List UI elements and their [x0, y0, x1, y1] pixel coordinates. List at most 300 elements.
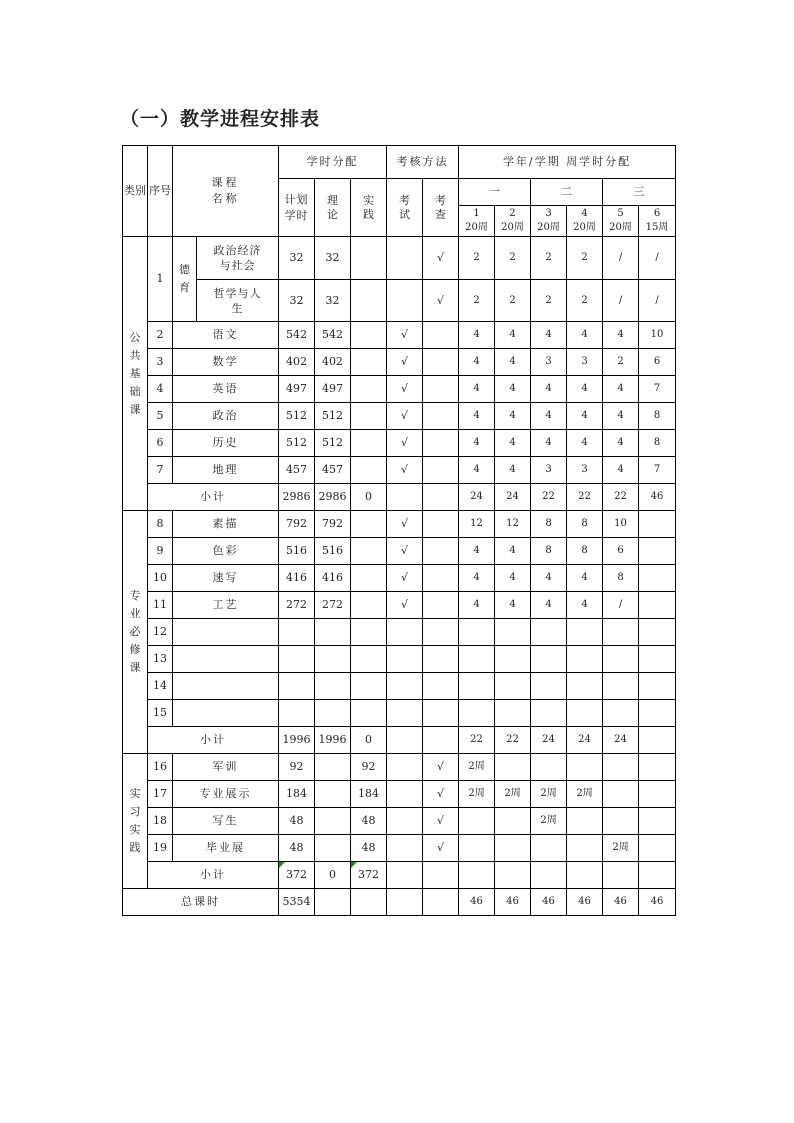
cell-exam: √: [387, 430, 423, 457]
cell-semester-2: 46: [495, 889, 531, 916]
row-number: 8: [148, 511, 173, 538]
category-public: [123, 237, 148, 511]
row-number: 1: [148, 237, 173, 322]
cell-exam: √: [387, 376, 423, 403]
cell-semester-5: [603, 808, 639, 835]
cell-exam: [387, 673, 423, 700]
cell-check: √: [423, 835, 459, 862]
header-course-name: [173, 146, 279, 237]
cell-semester-4: 3: [567, 457, 603, 484]
cell-semester-3: 2: [531, 237, 567, 280]
cell-theory: 457: [315, 457, 351, 484]
cell-theory: [315, 700, 351, 727]
cell-semester-4: [567, 862, 603, 889]
semester-number: 4: [581, 208, 588, 219]
cell-planned: 272: [279, 592, 315, 619]
cell-semester-4: 4: [567, 592, 603, 619]
cell-semester-1: 4: [459, 457, 495, 484]
cell-semester-4: [567, 673, 603, 700]
cell-practice: [351, 280, 387, 322]
header-practice: [351, 179, 387, 237]
cell-exam: √: [387, 511, 423, 538]
moral-group-label: 德育: [179, 263, 190, 294]
cell-semester-3: 4: [531, 430, 567, 457]
cell-practice: [351, 889, 387, 916]
cell-semester-6: 6: [639, 349, 676, 376]
cell-semester-4: 4: [567, 403, 603, 430]
cell-check: [423, 322, 459, 349]
cell-check: [423, 619, 459, 646]
cell-semester-2: 4: [495, 376, 531, 403]
cell-practice: [351, 457, 387, 484]
cell-semester-2: [495, 808, 531, 835]
page-title: （一）教学进程安排表: [120, 108, 321, 130]
cell-semester-2: 4: [495, 322, 531, 349]
cell-semester-5: 2周: [603, 835, 639, 862]
table-row: [123, 349, 676, 376]
subtotal-label: 小计: [148, 727, 279, 754]
cell-semester-2: 4: [495, 430, 531, 457]
cell-semester-1: [459, 808, 495, 835]
cell-semester-3: [531, 673, 567, 700]
course-name: 军训: [173, 754, 279, 781]
header-semester-6: [639, 206, 676, 237]
semester-weeks: 20周: [465, 222, 488, 233]
table-row: [123, 430, 676, 457]
cell-semester-5: 4: [603, 430, 639, 457]
table-row: [123, 322, 676, 349]
cell-semester-1: 24: [459, 484, 495, 511]
subtotal-row: [123, 862, 676, 889]
semester-number: 6: [653, 208, 661, 219]
header-theory: [315, 179, 351, 237]
course-name: [173, 646, 279, 673]
table-row: [123, 565, 676, 592]
row-number: 17: [148, 781, 173, 808]
cell-semester-2: [495, 700, 531, 727]
header-exam-text: 考试: [399, 193, 411, 221]
cell-semester-3: 2: [531, 280, 567, 322]
cell-planned: [279, 619, 315, 646]
cell-semester-5: [603, 673, 639, 700]
cell-semester-6: [639, 538, 676, 565]
semester-number: 3: [545, 208, 552, 219]
cell-semester-1: 2: [459, 280, 495, 322]
cell-semester-3: 3: [531, 457, 567, 484]
cell-semester-3: 4: [531, 376, 567, 403]
cell-exam: [387, 280, 423, 322]
cell-theory: 792: [315, 511, 351, 538]
cell-semester-1: 4: [459, 403, 495, 430]
cell-practice: [351, 322, 387, 349]
cell-check: [423, 727, 459, 754]
cell-semester-6: [639, 835, 676, 862]
cell-semester-5: /: [603, 592, 639, 619]
cell-semester-2: 4: [495, 538, 531, 565]
cell-check: √: [423, 781, 459, 808]
cell-semester-5: 22: [603, 484, 639, 511]
cell-semester-3: 4: [531, 322, 567, 349]
header-category: 类别: [123, 146, 148, 237]
cell-exam: √: [387, 349, 423, 376]
cell-exam: √: [387, 538, 423, 565]
row-number: 12: [148, 619, 173, 646]
cell-semester-4: [567, 808, 603, 835]
cell-semester-3: 22: [531, 484, 567, 511]
course-name-text: 政治经济与社会: [213, 244, 262, 272]
cell-practice: [351, 511, 387, 538]
table-row: [123, 619, 676, 646]
cell-practice: [351, 700, 387, 727]
cell-planned: 542: [279, 322, 315, 349]
cell-semester-5: 4: [603, 457, 639, 484]
cell-semester-6: 7: [639, 457, 676, 484]
cell-semester-2: 2周: [495, 781, 531, 808]
cell-practice: 48: [351, 808, 387, 835]
cell-semester-2: 2: [495, 237, 531, 280]
cell-theory: 1996: [315, 727, 351, 754]
cell-practice: [351, 592, 387, 619]
header-year-2: 二: [531, 179, 603, 206]
cell-practice: 372: [351, 862, 387, 889]
cell-exam: [387, 835, 423, 862]
cell-check: [423, 700, 459, 727]
cell-semester-1: [459, 619, 495, 646]
row-number: 4: [148, 376, 173, 403]
cell-planned: 512: [279, 403, 315, 430]
cell-semester-6: [639, 808, 676, 835]
cell-semester-6: 46: [639, 484, 676, 511]
cell-theory: 516: [315, 538, 351, 565]
cell-semester-1: [459, 835, 495, 862]
cell-theory: [315, 646, 351, 673]
cell-planned: 497: [279, 376, 315, 403]
semester-number: 5: [617, 208, 624, 219]
cell-theory: 542: [315, 322, 351, 349]
cell-semester-3: 46: [531, 889, 567, 916]
cell-practice: 0: [351, 727, 387, 754]
cell-theory: 272: [315, 592, 351, 619]
semester-weeks: 20周: [501, 222, 524, 233]
cell-practice: [351, 673, 387, 700]
header-exam-group: 考核方法: [387, 146, 459, 179]
cell-planned: 184: [279, 781, 315, 808]
cell-semester-1: 4: [459, 538, 495, 565]
row-number: 3: [148, 349, 173, 376]
header-theory-text: 理论: [327, 193, 338, 221]
cell-semester-2: 2: [495, 280, 531, 322]
row-number: 7: [148, 457, 173, 484]
row-number: 9: [148, 538, 173, 565]
cell-semester-3: 2周: [531, 781, 567, 808]
course-name: [173, 700, 279, 727]
cell-semester-6: 8: [639, 403, 676, 430]
cell-semester-1: 2周: [459, 781, 495, 808]
cell-semester-4: 46: [567, 889, 603, 916]
cell-planned: 5354: [279, 889, 315, 916]
cell-theory: 416: [315, 565, 351, 592]
cell-semester-3: 3: [531, 349, 567, 376]
table-row: [123, 376, 676, 403]
cell-planned: [279, 646, 315, 673]
cell-semester-3: [531, 646, 567, 673]
course-name: 毕业展: [173, 835, 279, 862]
cell-semester-6: [639, 727, 676, 754]
table-row: [123, 646, 676, 673]
cell-exam: [387, 889, 423, 916]
cell-check: [423, 646, 459, 673]
table-row: [123, 808, 676, 835]
cell-semester-4: [567, 835, 603, 862]
cell-planned: 48: [279, 835, 315, 862]
table-row: [123, 403, 676, 430]
cell-semester-5: [603, 646, 639, 673]
cell-theory: 32: [315, 237, 351, 280]
schedule-body: [123, 146, 676, 916]
row-number: 10: [148, 565, 173, 592]
cell-semester-5: [603, 754, 639, 781]
cell-semester-6: /: [639, 280, 676, 322]
table-row: [123, 700, 676, 727]
cell-semester-6: 10: [639, 322, 676, 349]
moral-group: [173, 237, 197, 322]
cell-practice: [351, 349, 387, 376]
cell-check: [423, 403, 459, 430]
subtotal-row: [123, 484, 676, 511]
cell-theory: [315, 673, 351, 700]
cell-semester-4: 4: [567, 565, 603, 592]
cell-semester-1: 4: [459, 349, 495, 376]
cell-semester-2: [495, 835, 531, 862]
cell-semester-3: 8: [531, 538, 567, 565]
cell-semester-5: [603, 781, 639, 808]
row-number: 11: [148, 592, 173, 619]
table-row: [123, 237, 676, 280]
cell-planned: 1996: [279, 727, 315, 754]
course-name: [173, 619, 279, 646]
cell-semester-1: [459, 646, 495, 673]
cell-semester-2: 24: [495, 484, 531, 511]
cell-semester-3: [531, 835, 567, 862]
cell-semester-3: [531, 754, 567, 781]
table-row: [123, 511, 676, 538]
course-name: 语文: [173, 322, 279, 349]
course-name: 写生: [173, 808, 279, 835]
header-course-name-text: 课程名称: [211, 176, 240, 205]
cell-semester-6: [639, 781, 676, 808]
row-number: 2: [148, 322, 173, 349]
table-row: [123, 592, 676, 619]
cell-planned: 516: [279, 538, 315, 565]
cell-semester-2: [495, 673, 531, 700]
cell-planned: 372: [279, 862, 315, 889]
cell-check: [423, 349, 459, 376]
cell-semester-6: [639, 754, 676, 781]
course-name: 历史: [173, 430, 279, 457]
cell-semester-3: 24: [531, 727, 567, 754]
cell-check: [423, 511, 459, 538]
cell-practice: 0: [351, 484, 387, 511]
cell-theory: 497: [315, 376, 351, 403]
cell-semester-5: 2: [603, 349, 639, 376]
course-name: 工艺: [173, 592, 279, 619]
cell-semester-2: 22: [495, 727, 531, 754]
cell-check: [423, 484, 459, 511]
cell-semester-5: 6: [603, 538, 639, 565]
cell-exam: √: [387, 322, 423, 349]
cell-semester-5: 10: [603, 511, 639, 538]
cell-semester-6: 46: [639, 889, 676, 916]
cell-semester-2: [495, 619, 531, 646]
cell-semester-2: [495, 754, 531, 781]
cell-semester-2: 4: [495, 403, 531, 430]
cell-practice: [351, 403, 387, 430]
table-row: [123, 280, 676, 322]
cell-semester-2: [495, 862, 531, 889]
category-internship-label: 实习实践: [129, 787, 141, 854]
cell-semester-3: 4: [531, 565, 567, 592]
cell-semester-1: 2: [459, 237, 495, 280]
header-weekly-group: 学年/学期 周学时分配: [459, 146, 676, 179]
cell-theory: [315, 781, 351, 808]
cell-exam: [387, 862, 423, 889]
cell-theory: [315, 835, 351, 862]
cell-semester-6: [639, 565, 676, 592]
cell-semester-6: 8: [639, 430, 676, 457]
cell-planned: 32: [279, 237, 315, 280]
cell-practice: [351, 565, 387, 592]
cell-semester-5: 4: [603, 322, 639, 349]
total-label: 总课时: [123, 889, 279, 916]
cell-practice: [351, 538, 387, 565]
cell-check: [423, 889, 459, 916]
cell-planned: 48: [279, 808, 315, 835]
cell-practice: 48: [351, 835, 387, 862]
cell-theory: 32: [315, 280, 351, 322]
header-semester-5: [603, 206, 639, 237]
cell-exam: [387, 237, 423, 280]
cell-theory: 512: [315, 403, 351, 430]
cell-practice: [351, 646, 387, 673]
cell-semester-4: 8: [567, 538, 603, 565]
cell-semester-4: 2: [567, 237, 603, 280]
cell-theory: 0: [315, 862, 351, 889]
cell-semester-1: 4: [459, 565, 495, 592]
table-row: [123, 781, 676, 808]
cell-practice: [351, 237, 387, 280]
header-year-1: 一: [459, 179, 531, 206]
cell-exam: √: [387, 592, 423, 619]
course-name: 色彩: [173, 538, 279, 565]
header-semester-2: [495, 206, 531, 237]
cell-exam: √: [387, 403, 423, 430]
cell-semester-3: 4: [531, 403, 567, 430]
cell-semester-1: 2周: [459, 754, 495, 781]
cell-exam: √: [387, 565, 423, 592]
table-row: [123, 673, 676, 700]
cell-semester-5: [603, 862, 639, 889]
cell-semester-1: [459, 673, 495, 700]
cell-exam: [387, 700, 423, 727]
cell-semester-6: [639, 646, 676, 673]
cell-semester-5: [603, 700, 639, 727]
category-internship: [123, 754, 148, 889]
course-name: 速写: [173, 565, 279, 592]
cell-practice: 184: [351, 781, 387, 808]
cell-semester-4: 2周: [567, 781, 603, 808]
course-name: [197, 237, 279, 280]
cell-theory: [315, 619, 351, 646]
course-name: 素描: [173, 511, 279, 538]
cell-check: √: [423, 280, 459, 322]
cell-semester-6: [639, 619, 676, 646]
semester-number: 2: [509, 208, 516, 219]
cell-semester-5: 8: [603, 565, 639, 592]
cell-check: [423, 673, 459, 700]
cell-planned: [279, 700, 315, 727]
course-name: 英语: [173, 376, 279, 403]
header-semester-3: [531, 206, 567, 237]
cell-planned: [279, 673, 315, 700]
subtotal-row: [123, 727, 676, 754]
cell-semester-6: [639, 511, 676, 538]
cell-theory: 2986: [315, 484, 351, 511]
cell-theory: 402: [315, 349, 351, 376]
cell-semester-4: 4: [567, 376, 603, 403]
cell-semester-4: [567, 754, 603, 781]
cell-semester-5: [603, 619, 639, 646]
cell-semester-1: 4: [459, 430, 495, 457]
category-public-label: 公共基础课: [129, 330, 141, 416]
semester-weeks: 20周: [537, 222, 560, 233]
cell-exam: [387, 727, 423, 754]
cell-planned: 32: [279, 280, 315, 322]
cell-planned: 457: [279, 457, 315, 484]
subtotal-label: 小计: [148, 862, 279, 889]
table-row: [123, 538, 676, 565]
cell-exam: √: [387, 457, 423, 484]
cell-semester-2: 4: [495, 565, 531, 592]
course-name: [197, 280, 279, 322]
cell-practice: [351, 619, 387, 646]
cell-check: [423, 430, 459, 457]
category-major: [123, 511, 148, 754]
cell-semester-1: 4: [459, 592, 495, 619]
cell-semester-6: [639, 862, 676, 889]
cell-practice: 92: [351, 754, 387, 781]
cell-semester-5: 4: [603, 376, 639, 403]
course-name: [173, 673, 279, 700]
cell-practice: [351, 430, 387, 457]
header-semester-1: [459, 206, 495, 237]
row-number: 15: [148, 700, 173, 727]
row-number: 5: [148, 403, 173, 430]
cell-semester-1: 46: [459, 889, 495, 916]
cell-semester-1: 22: [459, 727, 495, 754]
cell-semester-2: 4: [495, 592, 531, 619]
cell-planned: 402: [279, 349, 315, 376]
cell-semester-1: [459, 862, 495, 889]
cell-semester-4: 3: [567, 349, 603, 376]
cell-semester-4: 8: [567, 511, 603, 538]
cell-planned: 792: [279, 511, 315, 538]
header-exam: [387, 179, 423, 237]
cell-semester-6: [639, 673, 676, 700]
cell-exam: [387, 484, 423, 511]
course-name: 数学: [173, 349, 279, 376]
cell-semester-1: [459, 700, 495, 727]
cell-exam: [387, 646, 423, 673]
